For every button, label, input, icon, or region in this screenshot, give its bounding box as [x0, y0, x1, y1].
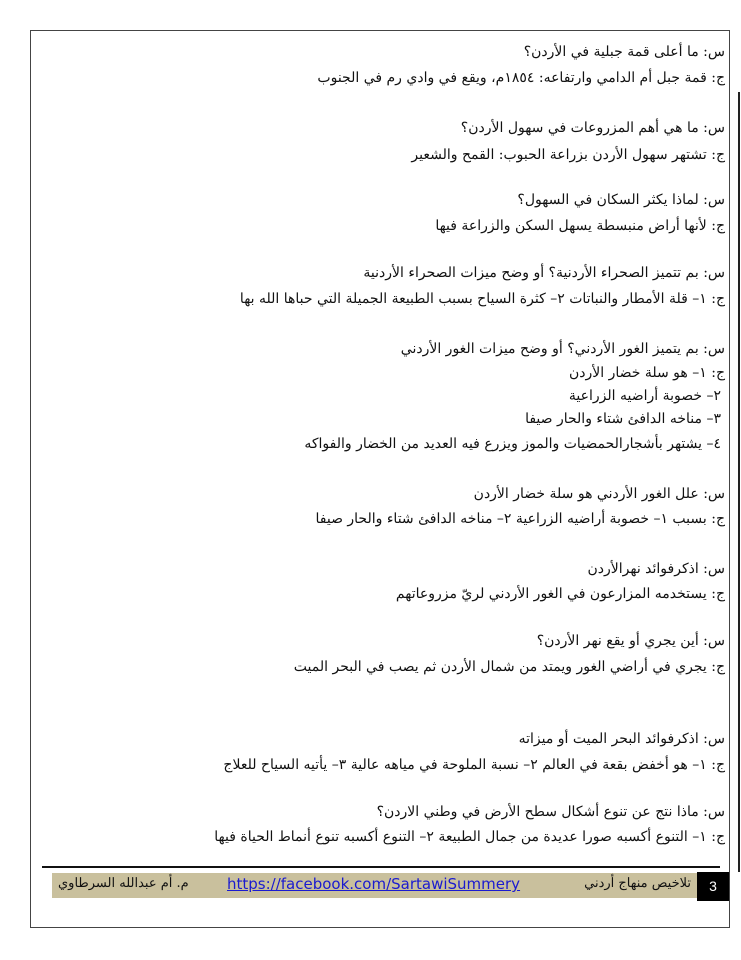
answer-item: ٢– خصوبة أراضيه الزراعية	[568, 388, 721, 404]
answer-text: ج: قمة جبل أم الدامي وارتفاعه: ١٨٥٤م، ويقع في وادي رم في الجنوب	[317, 70, 725, 86]
question-text: س: اذكرفوائد البحر الميت أو ميزاته	[518, 731, 725, 747]
answer-item: ٣– مناخه الدافئ شتاء والحار صيفا	[525, 411, 721, 427]
question-text: س: أين يجري أو يقع نهر الأردن؟	[536, 633, 725, 649]
question-text: س: لماذا يكثر السكان في السهول؟	[517, 192, 725, 208]
answer-text: ج: ١– التنوع أكسبه صورا عديدة من جمال الطبيعة ٢– التنوع أكسبه تنوع أنماط الحياة فيها	[214, 829, 725, 845]
answer-item: ٤– يشتهر بأشجارالحمضيات والموز ويزرع فيه العديد من الخضار والفواكه	[304, 436, 721, 452]
question-text: س: ما أعلى قمة جبلية في الأردن؟	[523, 44, 725, 60]
answer-text: ج: تشتهر سهول الأردن بزراعة الحبوب: القمح والشعير	[411, 147, 725, 163]
question-text: س: بم يتميز الغور الأردني؟ أو وضح ميزات الغور الأردني	[400, 341, 725, 357]
answer-text: ج: يجري في أراضي الغور ويمتد من شمال الأردن ثم يصب في البحر الميت	[293, 659, 725, 675]
question-text: س: ماذا نتج عن تنوع أشكال سطح الأرض في وطني الاردن؟	[376, 804, 725, 820]
answer-text: ج: ١– هو سلة خضار الأردن	[568, 365, 725, 381]
question-text: س: علل الغور الأردني هو سلة خضار الأردن	[473, 486, 725, 502]
footer-title: تلاخيص منهاج أردني	[584, 876, 691, 891]
answer-text: ج: يستخدمه المزارعون في الغور الأردني لريّ مزروعاتهم	[395, 586, 725, 602]
side-divider	[738, 92, 740, 872]
answer-text: ج: ١– قلة الأمطار والنباتات ٢– كثرة السياح بسبب الطبيعة الجميلة التي حباها الله بها	[239, 291, 725, 307]
facebook-link[interactable]: https://facebook.com/SartawiSummery	[227, 875, 521, 893]
question-text: س: اذكرفوائد نهرالأردن	[587, 561, 725, 577]
question-text: س: بم تتميز الصحراء الأردنية؟ أو وضح ميزات الصحراء الأردنية	[363, 265, 725, 281]
footer-rule	[42, 866, 720, 868]
answer-text: ج: ١– هو أخفض بقعة في العالم ٢– نسبة الملوحة في مياهه عالية ٣– يأتيه السياح للعلاج	[223, 757, 725, 773]
footer-bar	[52, 873, 697, 898]
page-number: 3	[697, 872, 729, 901]
footer-author: م. أم عبدالله السرطاوي	[58, 876, 189, 891]
answer-text: ج: بسبب ١– خصوبة أراضيه الزراعية ٢– مناخه الدافئ شتاء والحار صيفا	[315, 511, 725, 527]
answer-text: ج: لأنها أراض منبسطة يسهل السكن والزراعة فيها	[435, 218, 725, 234]
question-text: س: ما هي أهم المزروعات في سهول الأردن؟	[460, 120, 725, 136]
